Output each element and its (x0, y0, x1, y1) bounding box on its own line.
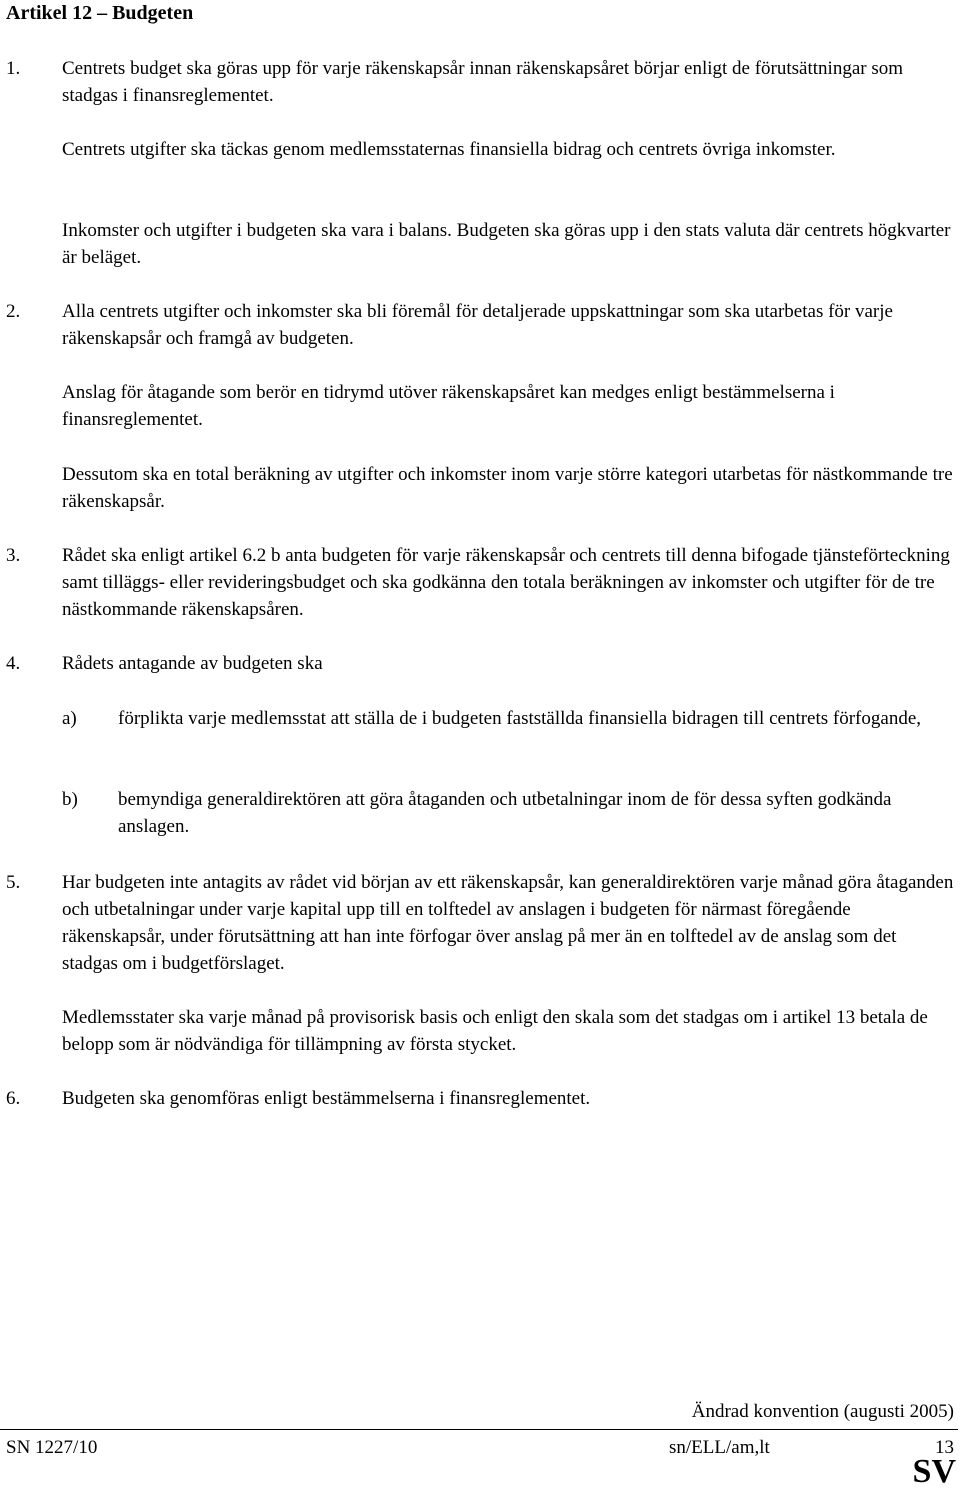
point-6-number: 6. (6, 1088, 21, 1109)
document-number: SN 1227/10 (6, 1437, 98, 1458)
point-2-paragraph-c: Dessutom ska en total beräkning av utgifter och inkomster inom varje större kategori utarbetas för nästkommande tre räkenskapsår. (62, 464, 953, 512)
point-4-item-a-label: a) (62, 708, 77, 729)
point-5-paragraph-a: Har budgeten inte antagits av rådet vid början av ett räkenskapsår, kan generaldirektören varje månad göra åtaganden och utbetalningar under varje kapital upp till en tolftedel av anslagen i budgeten för närmast föregående räkenskapsår, under förutsättning att han inte förfogar över anslag på mer än en tolftedel av de anslag som det stadgas om i budgetförslaget. (62, 872, 954, 974)
point-6-paragraph: Budgeten ska genomföras enligt bestämmelserna i finansreglementet. (62, 1088, 591, 1109)
point-4-paragraph: Rådets antagande av budgeten ska (62, 653, 323, 674)
point-5-paragraph-b: Medlemsstater ska varje månad på provisorisk basis och enligt den skala som det stadgas om i artikel 13 betala de belopp som är nödvändiga för tillämpning av första stycket. (62, 1007, 928, 1055)
language-code: SV (912, 1453, 956, 1490)
point-1-paragraph-b: Centrets utgifter ska täckas genom medlemsstaternas finansiella bidrag och centrets övriga inkomster. (62, 139, 836, 160)
point-1-paragraph-c: Inkomster och utgifter i budgeten ska vara i balans. Budgeten ska göras upp i den stats valuta där centrets högkvarter är beläget. (62, 220, 951, 268)
point-3-paragraph: Rådet ska enligt artikel 6.2 b anta budgeten för varje räkenskapsår och centrets till denna bifogade tjänsteförteckning samt tilläggs- eller revideringsbudget och ska godkänna den totala beräkningen av inkomster och utgifter för de tre nästkommande räkenskapsåren. (62, 545, 950, 620)
point-3-number: 3. (6, 545, 21, 566)
point-2-paragraph-a: Alla centrets utgifter och inkomster ska bli föremål för detaljerade uppskattningar som ska utarbetas för varje räkenskapsår och framgå av budgeten. (62, 301, 893, 349)
page-number: 13 (935, 1437, 954, 1458)
point-2-number: 2. (6, 301, 21, 322)
point-2-paragraph-b: Anslag för åtagande som berör en tidrymd utöver räkenskapsåret kan medges enligt bestämmelserna i finansreglementet. (62, 382, 835, 430)
point-4-item-b-text: bemyndiga generaldirektören att göra åtaganden och utbetalningar inom de för dessa syften godkända anslagen. (118, 789, 892, 837)
footer-divider (0, 1429, 958, 1430)
point-4-number: 4. (6, 653, 21, 674)
point-1-number: 1. (6, 58, 21, 79)
point-4-item-b-label: b) (62, 789, 78, 810)
point-4-item-a-text: förplikta varje medlemsstat att ställa de i budgeten fastställda finansiella bidragen till centrets förfogande, (118, 708, 922, 729)
point-1-paragraph-a: Centrets budget ska göras upp för varje räkenskapsår innan räkenskapsåret börjar enligt de förutsättningar som stadgas i finansreglementet. (62, 58, 904, 106)
article-heading: Artikel 12 – Budgeten (6, 2, 194, 24)
amendment-note: Ändrad konvention (augusti 2005) (691, 1401, 954, 1422)
point-5-number: 5. (6, 872, 21, 893)
document-reference: sn/ELL/am,lt (669, 1437, 770, 1458)
